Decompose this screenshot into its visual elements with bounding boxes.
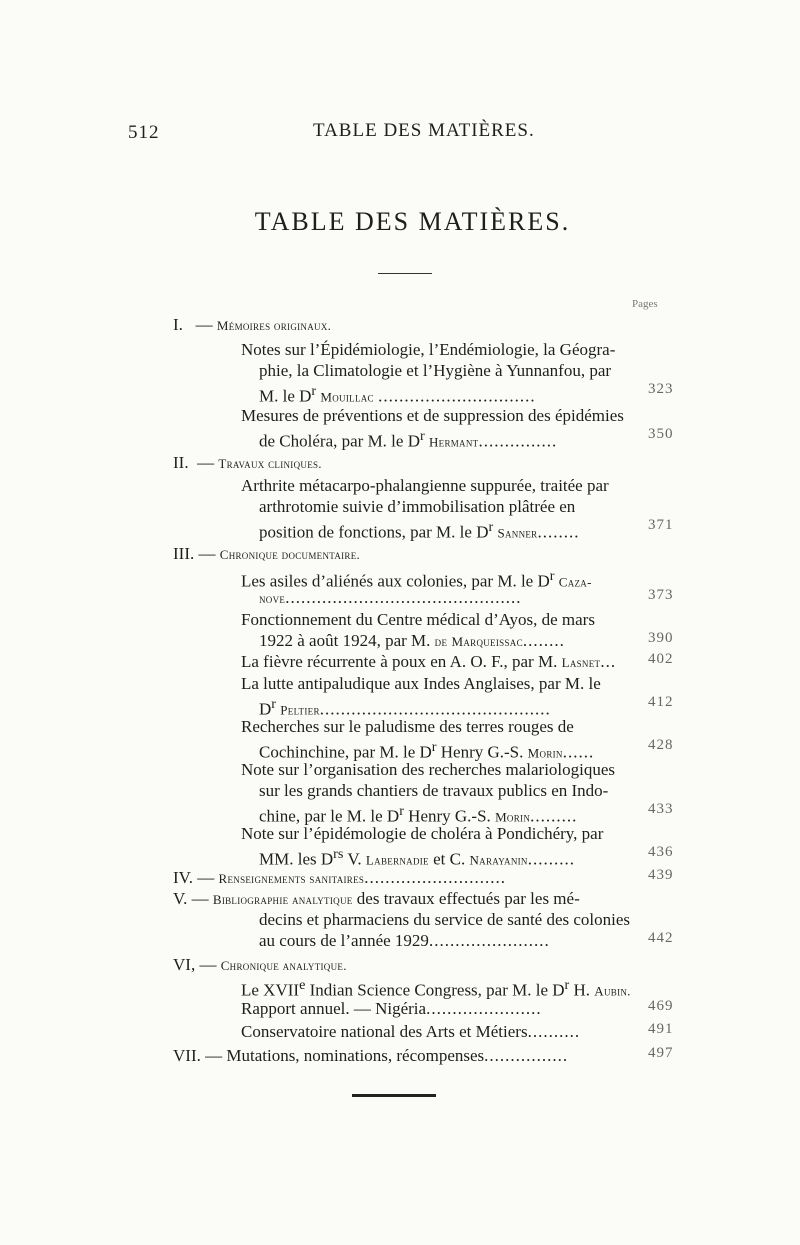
page-ref: 436 xyxy=(648,844,674,860)
entry-line: Recherches sur le paludisme des terres rouges de xyxy=(241,717,574,736)
entry-line: au cours de l’année 1929....................... xyxy=(259,931,550,950)
entry-line: Fonctionnement du Centre médical d’Ayos, de mars xyxy=(241,610,595,629)
page-ref: 439 xyxy=(648,867,674,883)
page-title: TABLE DES MATIÈRES. xyxy=(254,207,571,236)
page-ref: 373 xyxy=(648,587,674,603)
entry-line: Les asiles d’aliénés aux colonies, par M. le $D^r$ Caza- xyxy=(241,568,592,591)
running-title: TABLE DES MATIÈRES. xyxy=(313,120,535,141)
entry-line: phie, la Climatologie et l’Hygiène à Yunnanfou, par xyxy=(259,361,612,380)
entry-line: Cochinchine, par M. le $D^r$ Henry G.-S. Morin...... xyxy=(259,739,595,762)
entry-line: sur les grands chantiers de travaux publics en Indo- xyxy=(259,781,609,800)
entry-line: $D^r$ Peltier............................................ xyxy=(259,696,551,719)
entry-line: Notes sur l’Épidémiologie, l’Endémiologie, la Géogra- xyxy=(241,340,616,359)
page-ref: 323 xyxy=(648,381,674,397)
page-ref: 469 xyxy=(648,998,674,1014)
page-ref: 390 xyxy=(648,630,674,646)
page-ref: 412 xyxy=(648,694,674,710)
page-ref: 442 xyxy=(648,930,674,946)
section-heading: III. — Chronique documentaire. xyxy=(173,544,361,563)
page-ref: 428 xyxy=(648,737,674,753)
page-ref: 371 xyxy=(648,517,674,533)
entry-line: Conservatoire national des Arts et Métiers.......... xyxy=(241,1022,581,1041)
closing-rule xyxy=(352,1094,436,1097)
page-ref: 402 xyxy=(648,651,674,667)
section-heading: VI, — Chronique analytique. xyxy=(173,955,347,974)
entry-line: La lutte antipaludique aux Indes Anglaises, par M. le xyxy=(241,674,601,693)
entry-line: position de fonctions, par M. le $D^r$ Sanner........ xyxy=(259,519,580,542)
entry-line: La fièvre récurrente à poux en A. O. F., par M. Lasnet... xyxy=(241,652,617,671)
section-heading: IV. — Renseignements sanitaires........................... xyxy=(173,868,506,887)
page-ref: 491 xyxy=(648,1021,674,1037)
section-heading: V. — Bibliographie analytique des travaux effectués par les mé- xyxy=(173,889,580,908)
page-ref: 350 xyxy=(648,426,674,442)
entry-line: Le XVIIe Indian Science Congress, par M. le $D^r$ H. Aubin. xyxy=(241,977,631,1000)
section-heading: VII. — Mutations, nominations, récompenses................ xyxy=(173,1046,569,1065)
entry-line: chine, par le M. le $D^r$ Henry G.-S. Morin......... xyxy=(259,803,578,826)
entry-line: Rapport annuel. — Nigéria...................... xyxy=(241,999,542,1018)
page-number: 512 xyxy=(128,122,160,143)
title-rule xyxy=(378,273,432,274)
entry-line: Note sur l’épidémologie de choléra à Pondichéry, par xyxy=(241,824,604,843)
entry-line: nove............................................. xyxy=(259,588,522,607)
pages-column-label: Pages xyxy=(632,298,658,310)
page-ref: 433 xyxy=(648,801,674,817)
entry-line: Note sur l’organisation des recherches malariologiques xyxy=(241,760,616,779)
entry-line: MM. les $D^{rs}$ V. Labernadie et C. Narayanin......... xyxy=(259,846,575,869)
entry-line: 1922 à août 1924, par M. de Marqueissac........ xyxy=(259,631,565,650)
page-ref: 497 xyxy=(648,1045,674,1061)
section-heading: II. — Travaux cliniques. xyxy=(173,453,322,472)
entry-line: M. le $D^r$ Mouillac .............................. xyxy=(259,383,536,406)
entry-line: decins et pharmaciens du service de santé des colonies xyxy=(259,910,631,929)
entry-line: Arthrite métacarpo-phalangienne suppurée, traitée par xyxy=(241,476,609,495)
entry-line: de Choléra, par M. le $D^r$ Hermant............... xyxy=(259,428,558,451)
section-heading: I. — Mémoires originaux. xyxy=(173,315,332,334)
entry-line: Mesures de préventions et de suppression des épidémies xyxy=(241,406,624,425)
entry-line: arthrotomie suivie d’immobilisation plâtrée en xyxy=(259,497,576,516)
